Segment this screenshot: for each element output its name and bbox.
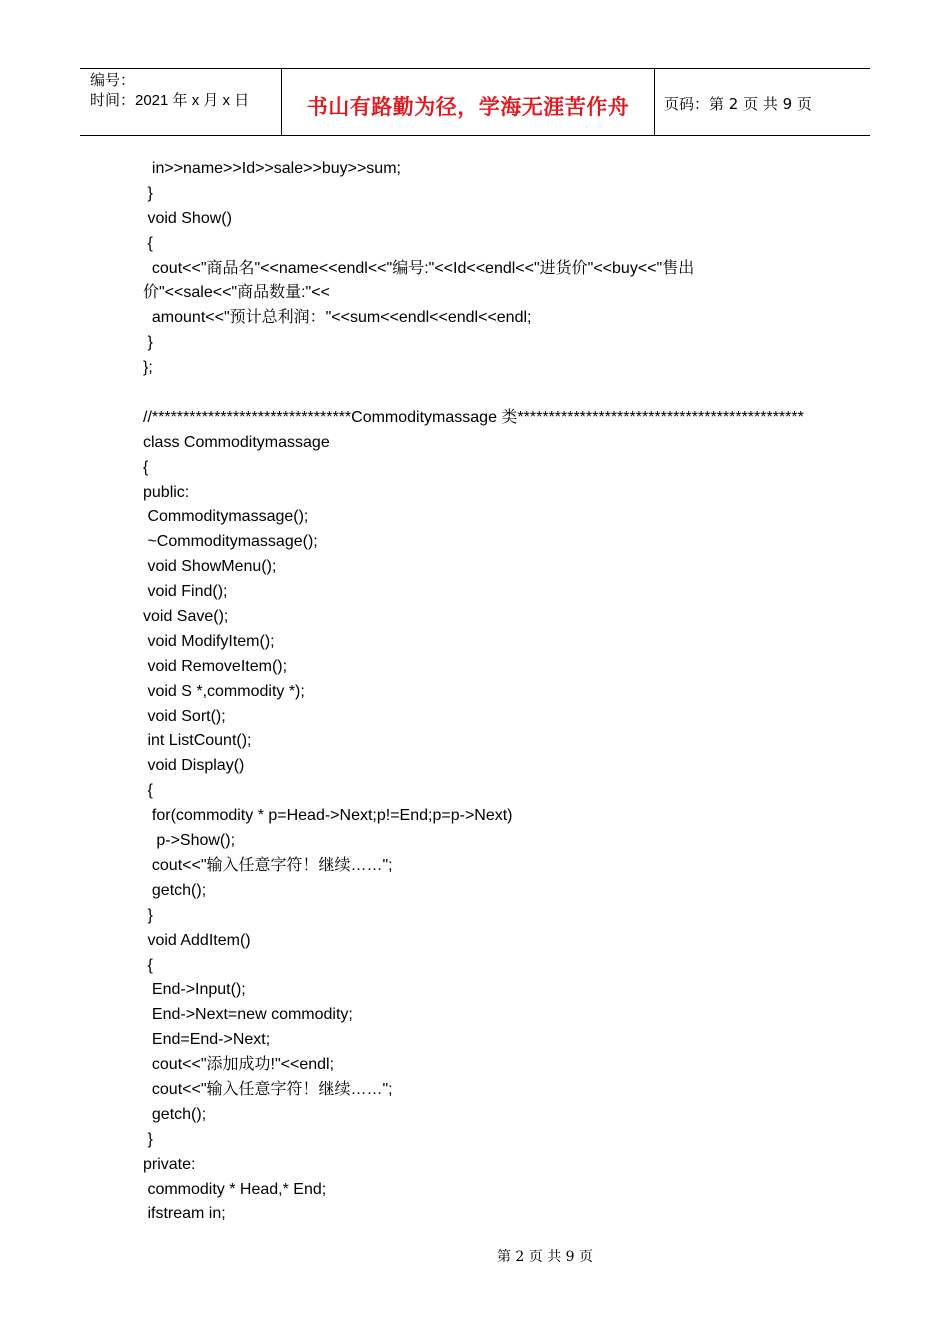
- code-line: getch();: [143, 881, 207, 899]
- code-line: {: [143, 458, 149, 476]
- code-line: ~Commoditymassage();: [143, 533, 318, 551]
- code-listing: [143, 157, 804, 1227]
- code-line: cout<<"商品名"<<name<<endl<<"编号:"<<Id<<endl<<"进货价"<<buy<<"售出: [143, 259, 695, 277]
- code-line: cout<<"添加成功!"<<endl;: [143, 1056, 335, 1074]
- code-line: amount<<"预计总利润："<<sum<<endl<<endl<<endl;: [143, 309, 532, 327]
- header-motto: 书山有路勤为径，学海无涯苦作舟: [306, 95, 630, 119]
- code-line: in>>name>>Id>>sale>>buy>>sum;: [143, 160, 401, 177]
- code-line: cout<<"输入任意字符！继续……";: [143, 856, 393, 874]
- code-line: };: [143, 359, 153, 377]
- code-line: End=End->Next;: [143, 1031, 271, 1049]
- code-line: {: [143, 234, 153, 252]
- header-meta: [90, 71, 249, 111]
- code-line: 价"<<sale<<"商品数量:"<<: [143, 284, 330, 302]
- page-header: [80, 68, 870, 136]
- header-divider-right: [654, 69, 655, 135]
- code-line: void Display(): [143, 757, 245, 775]
- code-line: void Save();: [143, 608, 229, 626]
- header-time-label: 时间：2021 年 x 月 x 日: [90, 92, 250, 109]
- code-line: commodity * Head,* End;: [143, 1180, 327, 1198]
- code-line: }: [143, 184, 153, 202]
- code-line: getch();: [143, 1105, 207, 1123]
- code-line: void AddItem(): [143, 931, 251, 949]
- footer-page-number: 第 2 页 共 9 页: [496, 1249, 594, 1265]
- code-line: //********************************Commoditymassage 类**********************************************: [143, 408, 804, 426]
- code-line: void Show(): [143, 209, 232, 227]
- code-line: void Find();: [143, 583, 228, 601]
- code-line: void Sort();: [143, 707, 226, 725]
- code-line: cout<<"输入任意字符！继续……";: [143, 1080, 393, 1098]
- code-line: Commoditymassage();: [143, 508, 309, 526]
- header-page-info: 页码：第 2 页 共 9 页: [664, 95, 812, 113]
- code-line: {: [143, 782, 153, 800]
- code-line: void ShowMenu();: [143, 558, 277, 576]
- code-line: public:: [143, 483, 190, 501]
- code-line: void S *,commodity *);: [143, 682, 305, 700]
- header-number-label: 编号：: [90, 72, 136, 89]
- code-line: class Commoditymassage: [143, 433, 330, 451]
- code-line: {: [143, 956, 153, 974]
- code-line: for(commodity * p=Head->Next;p!=End;p=p->Next): [143, 807, 513, 825]
- code-line: ifstream in;: [143, 1205, 226, 1223]
- code-line: [143, 381, 793, 406]
- code-line: }: [143, 334, 153, 352]
- code-line: void ModifyItem();: [143, 632, 275, 650]
- code-line: void RemoveItem();: [143, 657, 288, 675]
- code-line: p->Show();: [143, 832, 236, 850]
- code-line: End->Input();: [143, 981, 246, 999]
- page-footer: [0, 1246, 950, 1266]
- code-line: private:: [143, 1155, 196, 1173]
- code-line: int ListCount();: [143, 732, 252, 750]
- code-line: }: [143, 906, 153, 924]
- code-line: }: [143, 1130, 153, 1148]
- code-line: End->Next=new commodity;: [143, 1006, 353, 1024]
